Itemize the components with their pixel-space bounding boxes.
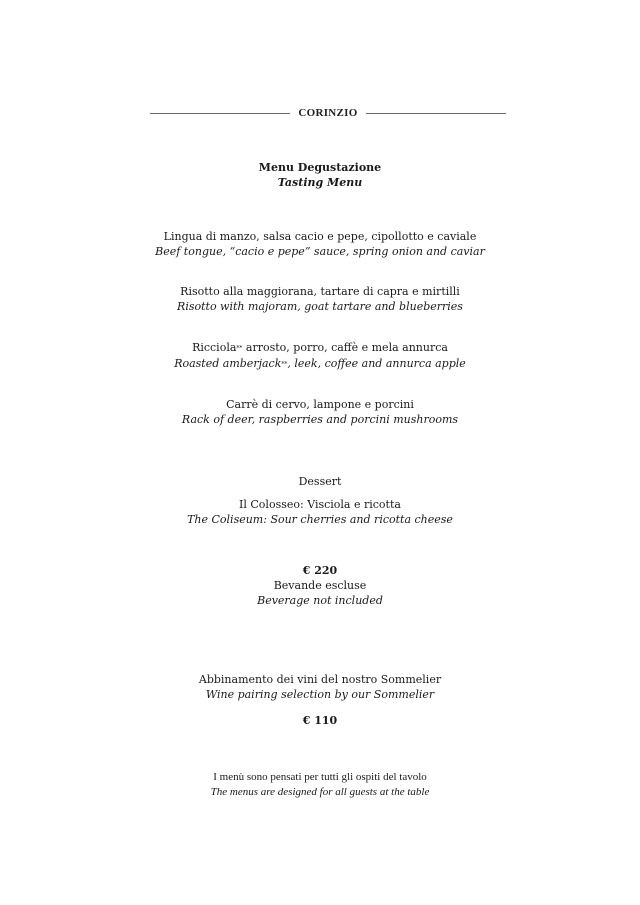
restaurant-name: CORINZIO xyxy=(298,107,358,119)
menu-title-block xyxy=(0,160,640,190)
course-english: Rack of deer, raspberries and porcini mushrooms xyxy=(181,413,459,426)
course-italian: Lingua di manzo, salsa cacio e pepe, cipollotto e caviale xyxy=(163,230,477,243)
menu-subtitle: Tasting Menu xyxy=(277,176,363,189)
course-italian: Risotto alla maggiorana, tartare di capra e mirtilli xyxy=(180,285,460,298)
price-note-italian: Bevande escluse xyxy=(273,579,367,592)
dessert-heading: Dessert xyxy=(298,475,342,488)
course-english: Beef tongue, “cacio e pepe” sauce, spring onion and caviar xyxy=(155,245,485,258)
wine-english: Wine pairing selection by our Sommelier xyxy=(205,688,435,701)
wine-price-block xyxy=(0,713,640,728)
dessert-heading-block xyxy=(0,474,640,489)
footer-note xyxy=(0,770,640,800)
price-block xyxy=(0,563,640,608)
menu-price: € 220 xyxy=(302,564,338,577)
footer-english: The menus are designed for all guests at the table xyxy=(210,786,430,798)
course-italian: Ricciola** arrosto, porro, caffè e mela annurca xyxy=(192,341,448,354)
course-english: Roasted amberjack**, leek, coffee and annurca apple xyxy=(174,357,466,370)
dessert-english: The Coliseum: Sour cherries and ricotta cheese xyxy=(187,513,453,526)
dessert-italian: Il Colosseo: Visciola e ricotta xyxy=(239,498,401,511)
wine-pairing-block xyxy=(0,672,640,702)
course-4 xyxy=(0,397,640,427)
wine-italian: Abbinamento dei vini del nostro Sommelier xyxy=(198,673,442,686)
price-note-english: Beverage not included xyxy=(257,594,383,607)
left-divider xyxy=(150,113,290,114)
course-3 xyxy=(0,340,640,372)
course-english: Risotto with majoram, goat tartare and blueberries xyxy=(177,300,463,313)
header xyxy=(150,105,506,121)
footnote-mark: ** xyxy=(281,361,288,368)
menu-title: Menu Degustazione xyxy=(258,161,382,174)
dessert-block xyxy=(0,497,640,527)
wine-price: € 110 xyxy=(302,714,338,727)
course-italian: Carrè di cervo, lampone e porcini xyxy=(226,398,414,411)
course-2 xyxy=(0,284,640,314)
footer-italian: I menù sono pensati per tutti gli ospiti del tavolo xyxy=(213,771,427,783)
footnote-mark: ** xyxy=(236,345,243,352)
right-divider xyxy=(366,113,506,114)
course-1 xyxy=(0,229,640,259)
